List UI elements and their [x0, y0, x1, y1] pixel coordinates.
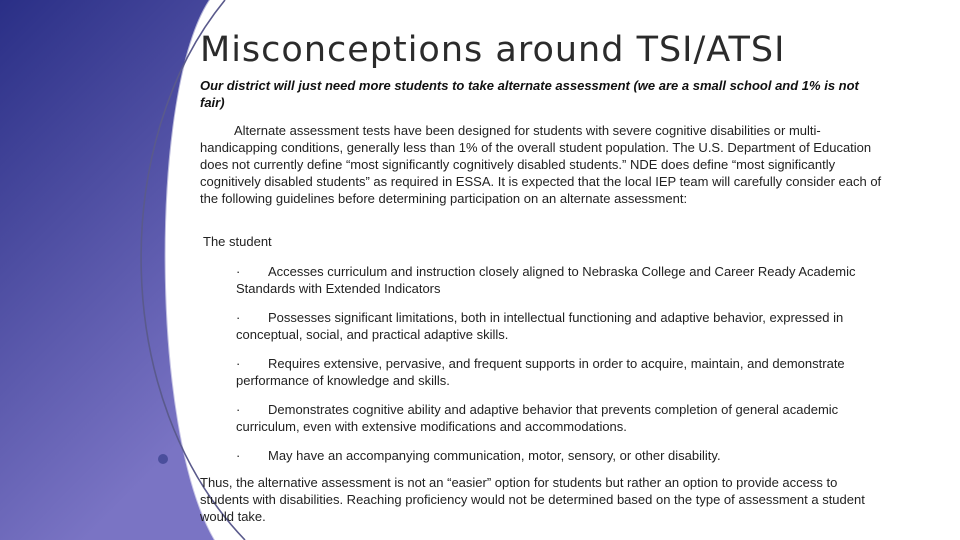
list-item — [236, 309, 876, 343]
bullet-text: Possesses significant limitations, both in intellectual functioning and adaptive behavior, expressed in conceptual, social, and practical adaptive skills. — [236, 310, 844, 342]
intro-paragraph: Alternate assessment tests have been designed for students with severe cognitive disabilities or multi-handicapping conditions, generally less than 1% of the overall student population. The U.S. Department of Education does not currently define “most significantly cognitively disabled students.” NDE does define “most significantly cognitively disabled students” as required in ESSA. It is expected that the local IEP team will carefully consider each of the following guidelines before determining participation on an alternate assessment: — [200, 123, 882, 206]
bullet-icon: · — [236, 356, 241, 371]
list-item — [236, 447, 876, 464]
bullet-text: May have an accompanying communication, motor, sensory, or other disability. — [268, 448, 721, 463]
arc-dot — [158, 454, 168, 464]
bullet-icon: · — [236, 310, 241, 325]
bullet-text: Accesses curriculum and instruction closely aligned to Nebraska College and Career Ready Academic Standards with Extended Indicators — [236, 264, 856, 296]
list-lead: The student — [203, 234, 272, 249]
list-item — [236, 355, 876, 389]
gradient-panel — [0, 0, 215, 540]
list-item — [236, 263, 876, 297]
bullet-icon: · — [236, 448, 241, 463]
bullet-text: Requires extensive, pervasive, and frequent supports in order to acquire, maintain, and demonstrate performance of knowledge and skills. — [236, 356, 845, 388]
bullet-text: Demonstrates cognitive ability and adaptive behavior that prevents completion of general academic curriculum, even with extensive modifications and accommodations. — [236, 402, 839, 434]
closing-paragraph: Thus, the alternative assessment is not an “easier” option for students but rather an option to provide access to students with disabilities. Reaching proficiency would not be determined based on the type of assessment a student would take. — [200, 475, 865, 524]
misconception-statement: Our district will just need more students to take alternate assessment (we are a small school and 1% is not fair) — [200, 78, 859, 110]
bullet-icon: · — [236, 264, 241, 279]
guideline-list — [236, 263, 876, 476]
page-title: Misconceptions around TSI/ATSI — [200, 30, 786, 70]
bullet-icon: · — [236, 402, 241, 417]
list-item — [236, 401, 876, 435]
